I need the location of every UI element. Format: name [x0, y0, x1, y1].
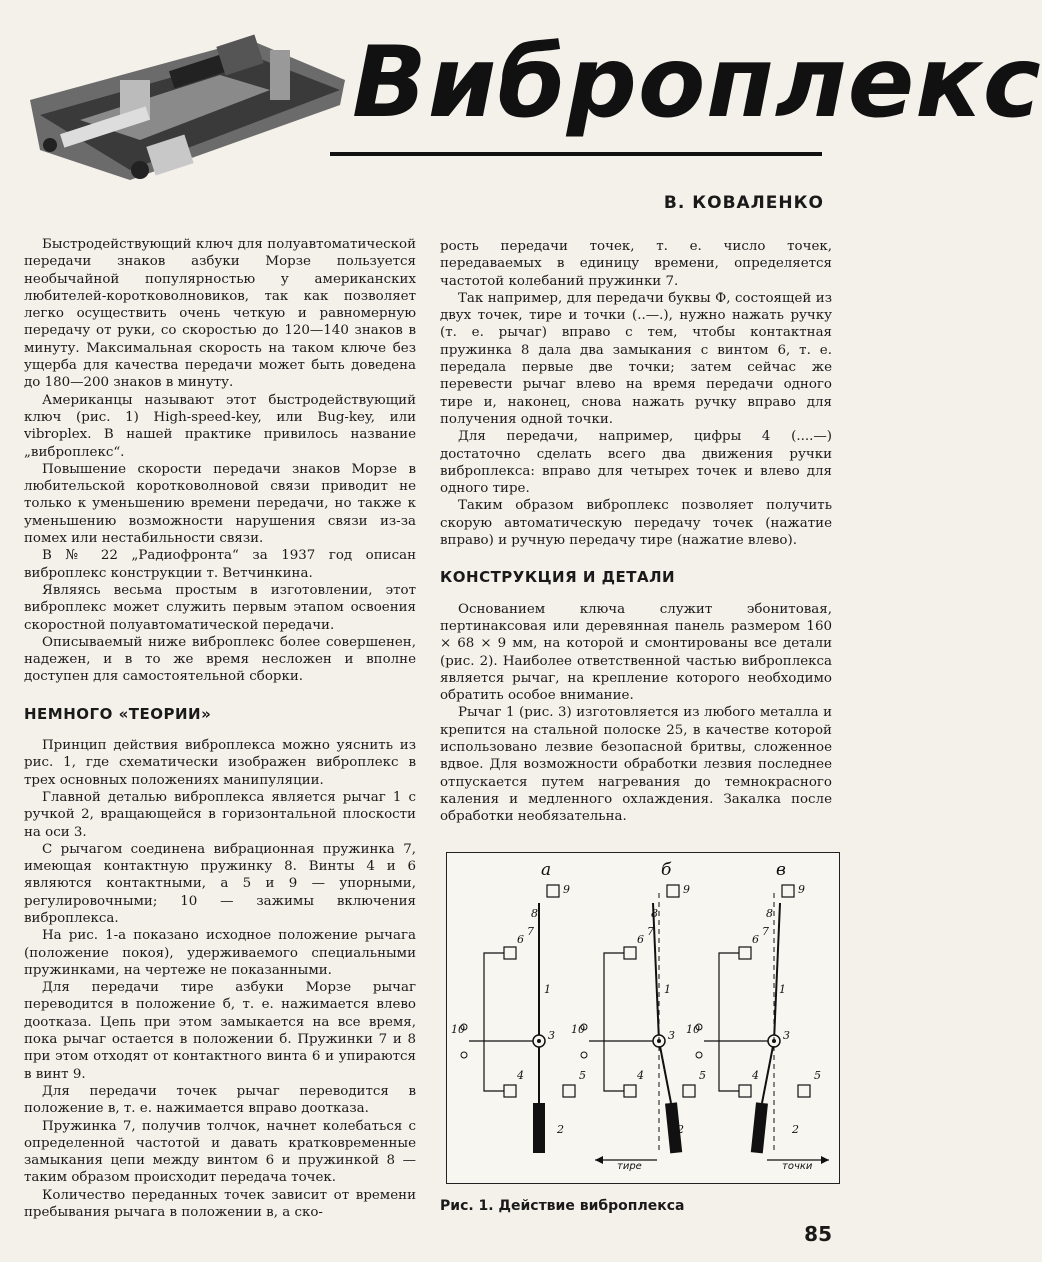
part-number-label: 4 [637, 1069, 644, 1082]
article-title: Виброплекс [352, 26, 1042, 140]
page-number: 85 [804, 1222, 832, 1246]
section-heading-construction: КОНСТРУКЦИЯ И ДЕТАЛИ [440, 568, 676, 587]
right-column [440, 238, 832, 826]
axis-center-icon [537, 1039, 541, 1043]
part-number-label: 2 [677, 1123, 684, 1136]
part-number-label: 3 [668, 1029, 675, 1042]
title-rule [330, 152, 822, 156]
part-number-label: 5 [814, 1069, 821, 1082]
stop-screw-icon [683, 1085, 695, 1097]
stop-screw-icon [563, 1085, 575, 1097]
figure-caption: Рис. 1. Действие виброплекса [440, 1198, 685, 1214]
paragraph: В № 22 „Радиофронта“ за 1937 год описан виброплекс конструкции т. Ветчинкина. [24, 548, 416, 581]
paragraph: Являясь весьма простым в изготовлении, этот виброплекс может служить первым этапом освоения скоростной полуавтоматической передачи. [24, 582, 416, 633]
lever-lower-line [762, 1041, 774, 1103]
part-number-label: 9 [683, 883, 690, 896]
part-number-label: 7 [647, 925, 654, 938]
stop-screw-icon [667, 885, 679, 897]
paragraph: Главной деталью виброплекса является рычаг 1 с ручкой 2, вращающейся в горизонтальной плоскости на оси 3. [24, 789, 416, 840]
part-number-label: 1 [779, 983, 786, 996]
paragraph: Для передачи, например, цифры 4 (....—) достаточно сделать всего два движения ручки виброплекса: вправо для четырех точек и влево для одного тире. [440, 429, 832, 497]
part-number-label: 6 [752, 933, 759, 946]
lever-line [774, 903, 780, 1041]
wire-line [604, 1041, 624, 1091]
paragraph: Американцы называют этот быстродействующий ключ (рис. 1) High-speed-key, или Bug-key, или vibroplex. В нашей практике привилось название „виброплекс“. [24, 392, 416, 460]
arrow-label-dash: тире [617, 1161, 642, 1172]
part-number-label: 7 [527, 925, 534, 938]
contact-screw-icon [504, 1085, 516, 1097]
part-number-label: 8 [531, 907, 538, 920]
stop-screw-icon [798, 1085, 810, 1097]
paragraph: Так например, для передачи буквы Ф, состоящей из двух точек, тире и точки (..—.), нужно нажать ручку (т. е. рычаг) вправо с тем, чтобы контактная пружинка 8 дала два замыкания с винтом 6, т. е. передала первые две точки; затем сейчас же перевести рычаг влево на время передачи одного тире и, наконец, снова нажать ручку вправо для получения одной точки. [440, 290, 832, 427]
paragraph: Для передачи тире азбуки Морзе рычаг переводится в положение б, т. е. нажимается влево доотказа. Цепь при этом замыкается на все время, пока рычаг остается в положении б. Пружинки 7 и 8 при этом отходят от контактного винта 6 и упираются в винт 9. [24, 980, 416, 1082]
contact-screw-icon [624, 947, 636, 959]
paragraph: Повышение скорости передачи знаков Морзе в любительской коротковолновой связи приводит не только к уменьшению времени передачи, но также к уменьшению возможности нарушения связи из-за помех или нестабильности связи. [24, 461, 416, 547]
part-number-label: 10 [686, 1023, 700, 1036]
left-column [24, 236, 416, 1221]
arrow-label-dots: точки [782, 1161, 813, 1172]
paragraph: Описываемый ниже виброплекс более совершенен, надежен, и в то же время несложен и вполне доступен для самостоятельной сборки. [24, 634, 416, 685]
paragraph: Количество переданных точек зависит от времени пребывания рычага в положении в, а ско- [24, 1187, 416, 1221]
part-number-label: 1 [664, 983, 671, 996]
wire-line [719, 953, 739, 1041]
author-name: В. КОВАЛЕНКО [663, 193, 824, 213]
part-number-label: 2 [792, 1123, 799, 1136]
wire-line [604, 953, 624, 1041]
lever-lower-line [659, 1041, 671, 1103]
paragraph: С рычагом соединена вибрационная пружинка 7, имеющая контактную пружинку 8. Винты 4 и 6 являются контактными, а 5 и 9 — упорными, регулировочными; 10 — зажимы включения виброплекса. [24, 841, 416, 926]
arrowhead-left-icon [595, 1156, 603, 1164]
part-number-label: 4 [752, 1069, 759, 1082]
part-number-label: 8 [651, 907, 658, 920]
part-number-label: 8 [766, 907, 773, 920]
contact-screw-icon [739, 947, 751, 959]
part-number-label: 7 [762, 925, 769, 938]
part-number-label: 4 [517, 1069, 524, 1082]
contact-screw-icon [739, 1085, 751, 1097]
panel-label: в [776, 860, 786, 880]
terminal-icon [461, 1052, 467, 1058]
panel-label: б [661, 860, 672, 880]
paragraph: На рис. 1-а показано исходное положение рычага (положение покоя), удерживаемого специальными пружинками, на чертеже не показанными. [24, 928, 416, 978]
handle-icon [533, 1103, 545, 1153]
part-number-label: 3 [783, 1029, 790, 1042]
arrowhead-right-icon [821, 1156, 829, 1164]
terminal-icon [581, 1052, 587, 1058]
paragraph: Принцип действия виброплекса можно уяснить из рис. 1, где схематически изображен виброплекс в трех основных положениях манипуляции. [24, 738, 416, 788]
contact-screw-icon [624, 1085, 636, 1097]
handle-icon [751, 1102, 768, 1153]
paragraph: Основанием ключа служит эбонитовая, пертинаксовая или деревянная панель размером 160 × 68 × 9 мм, на которой и смонтированы все детали (рис. 2). Наиболее ответственной частью виброплекса является рычаг, на крепление которого необходимо обратить особое внимание. [440, 601, 832, 704]
paragraph: рость передачи точек, т. е. число точек, передаваемых в единицу времени, определяется частотой колебаний пружинки 7. [440, 239, 832, 289]
terminal-icon [696, 1052, 702, 1058]
part-number-label: 10 [451, 1023, 465, 1036]
figure-1 [446, 852, 840, 1184]
part-number-label: 9 [563, 883, 570, 896]
part-number-label: 5 [699, 1069, 706, 1082]
part-number-label: 1 [544, 983, 551, 996]
part-number-label: 6 [517, 933, 524, 946]
panel-label: а [541, 860, 552, 880]
part-number-label: 3 [548, 1029, 555, 1042]
contact-screw-icon [504, 947, 516, 959]
section-heading-theory: НЕМНОГО «ТЕОРИИ» [24, 704, 212, 723]
paragraph: Быстродействующий ключ для полуавтоматической передачи знаков азбуки Морзе пользуется необычайной популярностью у американских любителей-коротковолновиков, так как позволяет легко осуществить очень четкую и равномерную передачу от руки, со скоростью до 120—140 знаков в минуту. Максимальная скорость на таком ключе без ущерба для качества передачи может быть доведена до 180—200 знаков в минуту. [24, 237, 416, 391]
part-number-label: 9 [798, 883, 805, 896]
wire-line [484, 953, 504, 1041]
part-number-label: 10 [571, 1023, 585, 1036]
part-number-label: 5 [579, 1069, 586, 1082]
paragraph: Рычаг 1 (рис. 3) изготовляется из любого металла и крепится на стальной полоске 25, в качестве которой использовано лезвие безопасной бритвы, сложенное вдвое. Для возможности обработки лезвия последнее отпускается путем нагревания до темнокрасного каления и медленного охлаждения. Закалка после обработки необязательна. [440, 705, 832, 825]
vibroplex-photo [20, 20, 350, 190]
part-number-label: 2 [557, 1123, 564, 1136]
part-number-label: 6 [637, 933, 644, 946]
stop-screw-icon [782, 885, 794, 897]
stop-screw-icon [547, 885, 559, 897]
paragraph: Пружинка 7, получив толчок, начнет колебаться с определенной частотой и давать кратковременные замыкания цепи между винтом 6 и пружинкой 8 — таким образом происходит передача точек. [24, 1118, 416, 1186]
vibroplex-diagram [447, 853, 839, 1183]
article-header [0, 0, 1042, 213]
wire-line [484, 1041, 504, 1091]
wire-line [719, 1041, 739, 1091]
paragraph: Для передачи точек рычаг переводится в положение в, т. е. нажимается вправо доотказа. [24, 1083, 416, 1117]
lever-line [653, 903, 659, 1041]
paragraph: Таким образом виброплекс позволяет получить скорую автоматическую передачу точек (нажатие вправо) и ручную передачу тире (нажатие влево). [440, 498, 832, 549]
